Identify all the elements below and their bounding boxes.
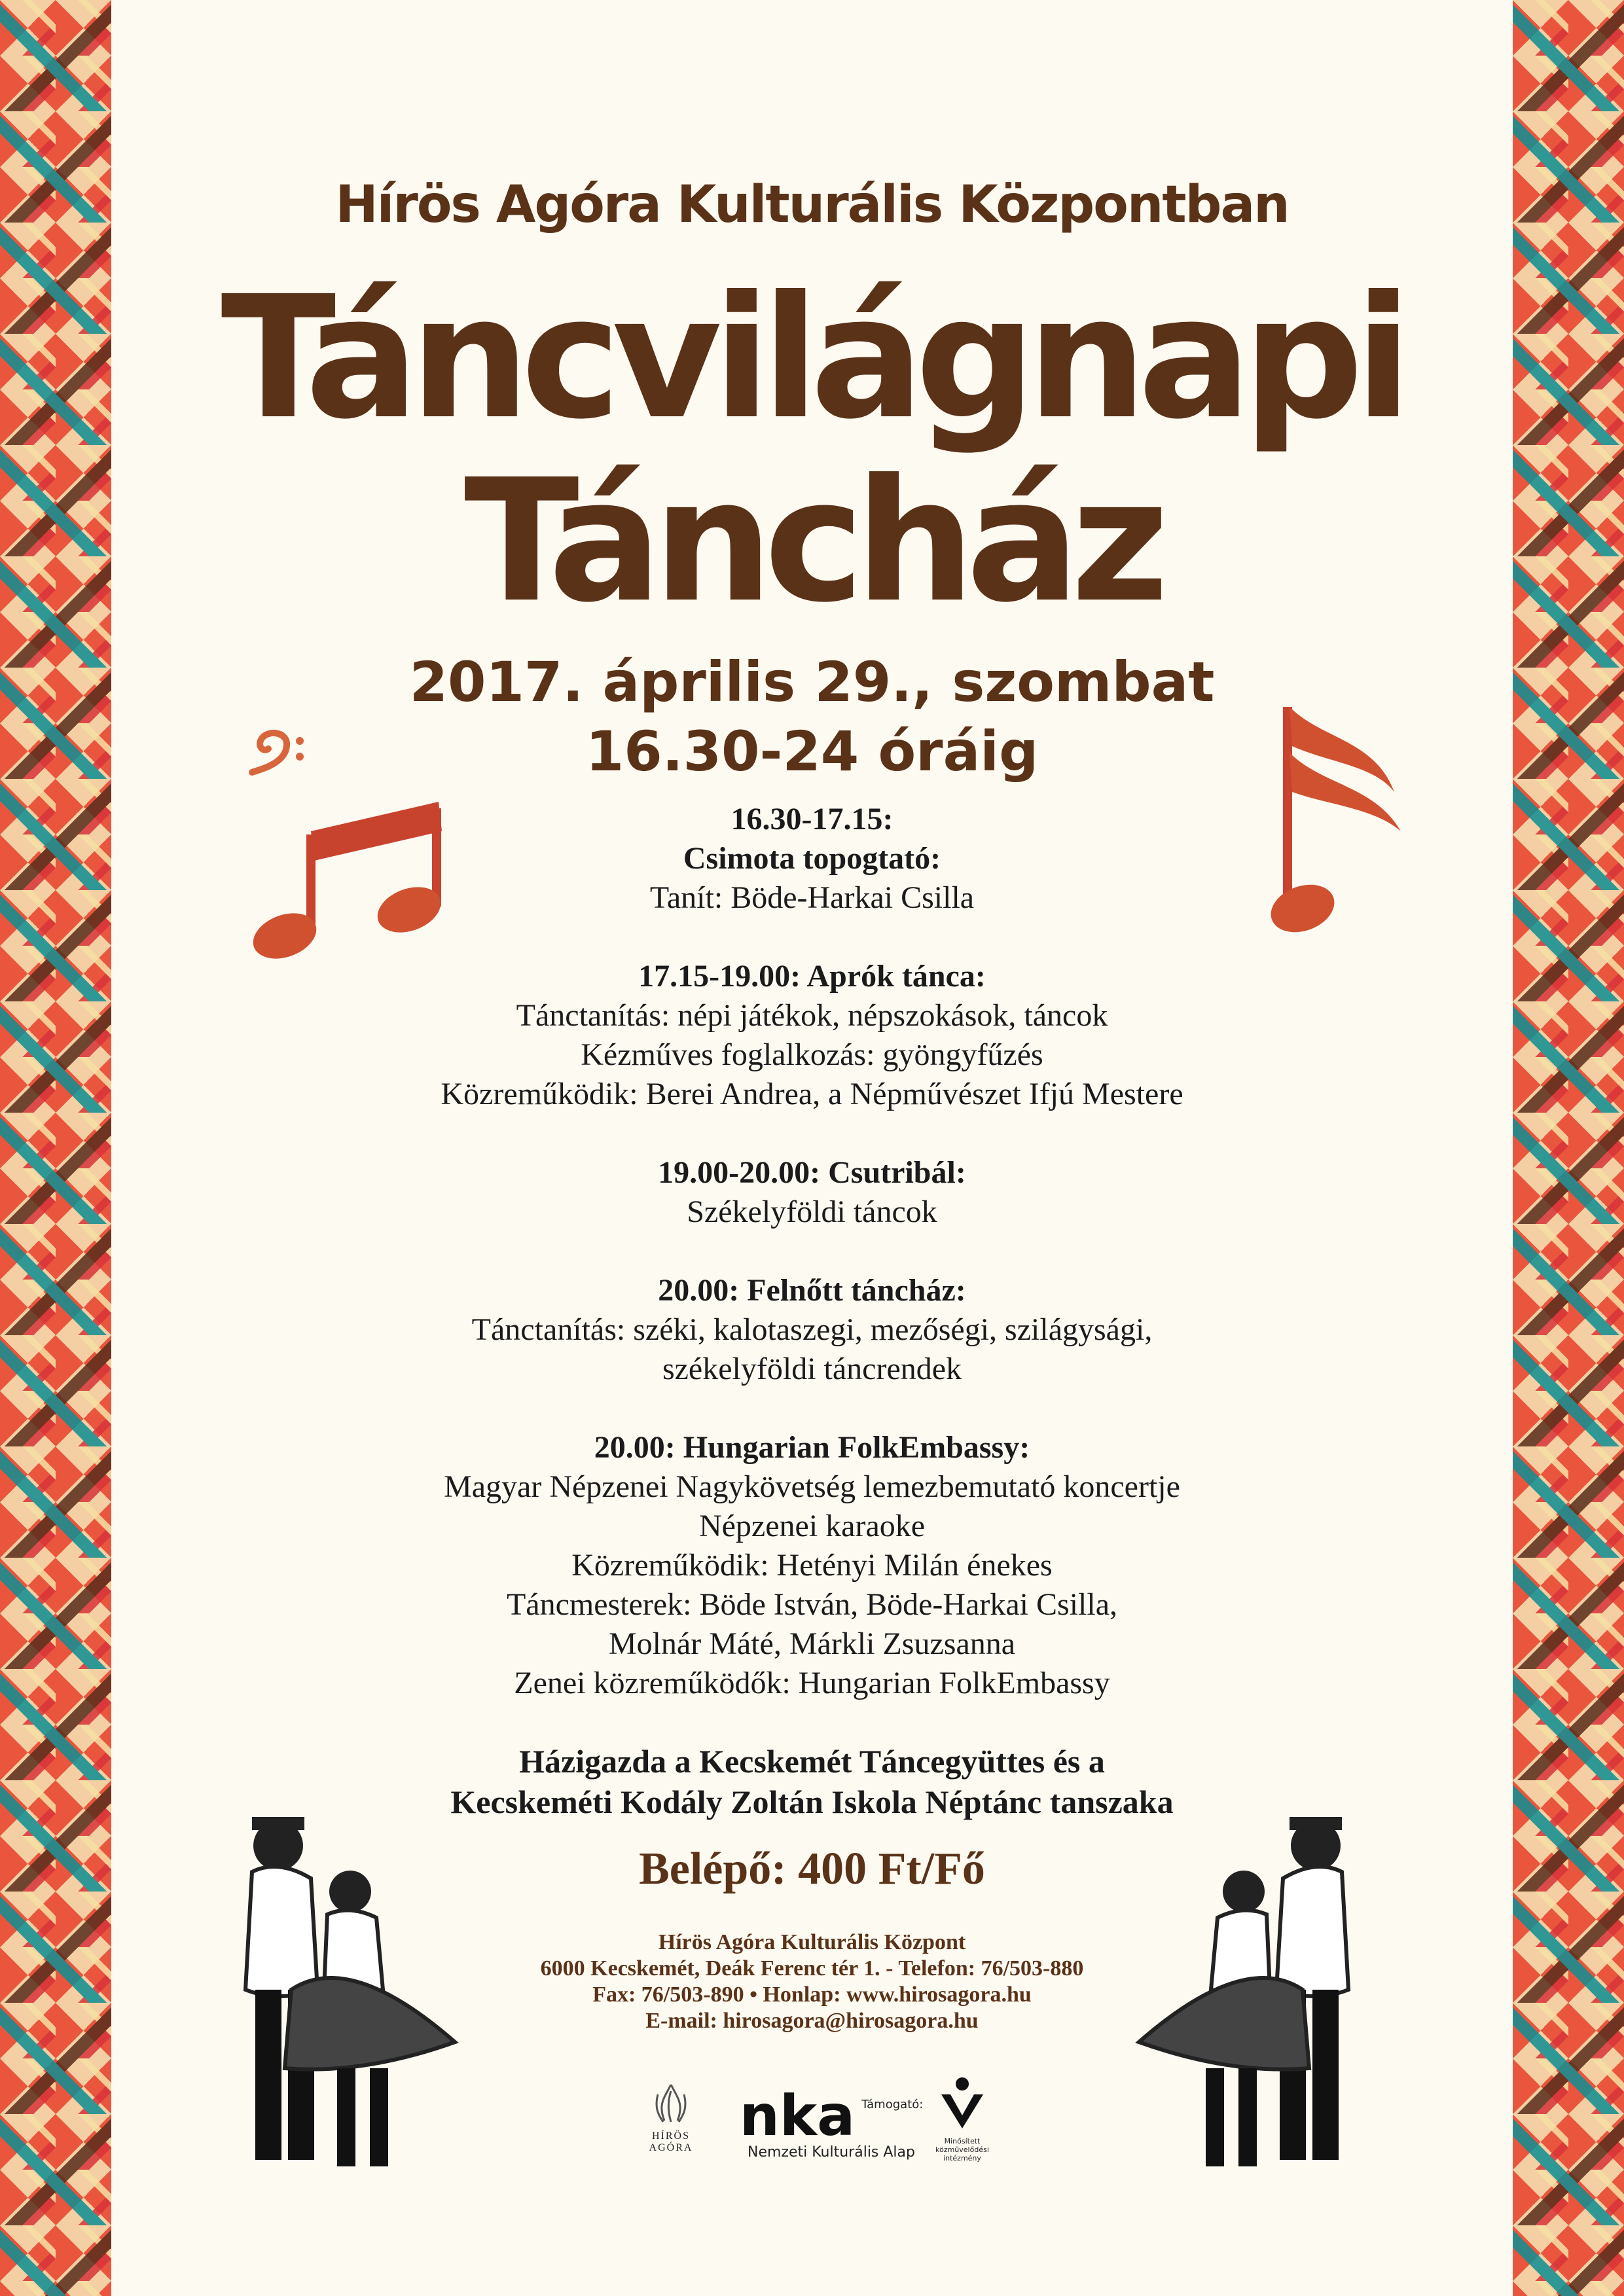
contact-email: E-mail: hirosagora@hirosagora.hu bbox=[645, 2009, 979, 2033]
ticket-price: Belépő: 400 Ft/Fő bbox=[639, 1844, 985, 1894]
program-detail: Tánctanítás: széki, kalotaszegi, mezőségi, szilágysági, bbox=[471, 1312, 1153, 1347]
minositett-text: Minősített közművelődési intézmény bbox=[935, 2137, 989, 2162]
program-detail: Tanít: Böde-Harkai Csilla bbox=[649, 880, 975, 915]
folk-pattern-border-right bbox=[1513, 0, 1624, 2296]
time-line: 16.30-24 óráig bbox=[585, 719, 1039, 783]
program-title: 20.00: Hungarian FolkEmbassy: bbox=[594, 1430, 1030, 1465]
program-detail: székelyföldi táncrendek bbox=[662, 1352, 962, 1386]
date-line: 2017. április 29., szombat bbox=[409, 650, 1215, 714]
flame-icon bbox=[645, 2081, 697, 2127]
program-detail: Kézműves foglalkozás: gyöngyfűzés bbox=[581, 1037, 1043, 1072]
folk-dancers-illustration-left bbox=[180, 1793, 468, 2199]
program-detail: Tánctanítás: népi játékok, népszokások, táncok bbox=[516, 998, 1108, 1033]
program-detail: Molnár Máté, Márkli Zsuzsanna bbox=[608, 1626, 1016, 1661]
contact-address: 6000 Kecskemét, Deák Ferenc tér 1. - Telefon: 76/503-880 bbox=[540, 1956, 1084, 1981]
program-detail: Zenei közreműködők: Hungarian FolkEmbassy bbox=[514, 1666, 1110, 1700]
program-title: Csimota topogtató: bbox=[683, 841, 941, 876]
contact-name: Hírös Agóra Kulturális Központ bbox=[658, 1930, 966, 1954]
host-line: Házigazda a Kecskemét Táncegyüttes és a bbox=[519, 1743, 1105, 1780]
program-detail: Magyar Népzenei Nagykövetség lemezbemutató koncertje bbox=[444, 1469, 1180, 1504]
folk-pattern-border-left bbox=[0, 0, 111, 2296]
program-detail: Székelyföldi táncok bbox=[687, 1194, 937, 1229]
program-item bbox=[111, 957, 1513, 1114]
program-time: 16.30-17.15: bbox=[731, 802, 893, 836]
nka-support-label: Támogató: bbox=[861, 2098, 924, 2111]
contact-fax-web: Fax: 76/503-890 • Honlap: www.hirosagora.hu bbox=[592, 1982, 1032, 2007]
program-item bbox=[111, 1271, 1513, 1389]
program-detail: Táncmesterek: Böde István, Böde-Harkai Csilla, bbox=[506, 1587, 1118, 1622]
folk-dancers-illustration-right bbox=[1126, 1793, 1414, 2199]
title-line-1: Táncvilágnapi bbox=[221, 260, 1403, 456]
beamed-eighth-notes-icon bbox=[249, 795, 452, 965]
nka-logo bbox=[739, 2083, 924, 2161]
program-item bbox=[111, 1428, 1513, 1703]
program-title: 17.15-19.00: Aprók tánca: bbox=[638, 959, 986, 994]
bass-clef-icon bbox=[242, 726, 314, 792]
host-line: Kecskeméti Kodály Zoltán Iskola Néptánc tanszaka bbox=[450, 1784, 1174, 1820]
program-title: 19.00-20.00: Csutribál: bbox=[658, 1155, 966, 1190]
nka-name: Nemzeti Kulturális Alap bbox=[747, 2144, 915, 2161]
program-detail: Közreműködik: Hetényi Milán énekes bbox=[571, 1548, 1053, 1583]
program-detail: Népzenei karaoke bbox=[698, 1509, 926, 1543]
title-line-2: Táncház bbox=[463, 443, 1161, 639]
nka-mark: nka bbox=[739, 2083, 856, 2149]
program-detail: Közreműködik: Berei Andrea, a Népművészet Ifjú Mestere bbox=[441, 1077, 1183, 1111]
program-title: 20.00: Felnőtt táncház: bbox=[658, 1273, 966, 1308]
hiros-agora-logo bbox=[635, 2081, 707, 2154]
venue-line: Hírös Agóra Kulturális Központban bbox=[335, 175, 1289, 234]
minositett-logo bbox=[920, 2075, 1005, 2162]
heart-person-icon bbox=[936, 2075, 988, 2134]
hiros-agora-logo-text: HÍRÖS AGÓRA bbox=[649, 2130, 693, 2153]
program-item bbox=[111, 1153, 1513, 1232]
sixteenth-note-icon bbox=[1270, 700, 1414, 949]
